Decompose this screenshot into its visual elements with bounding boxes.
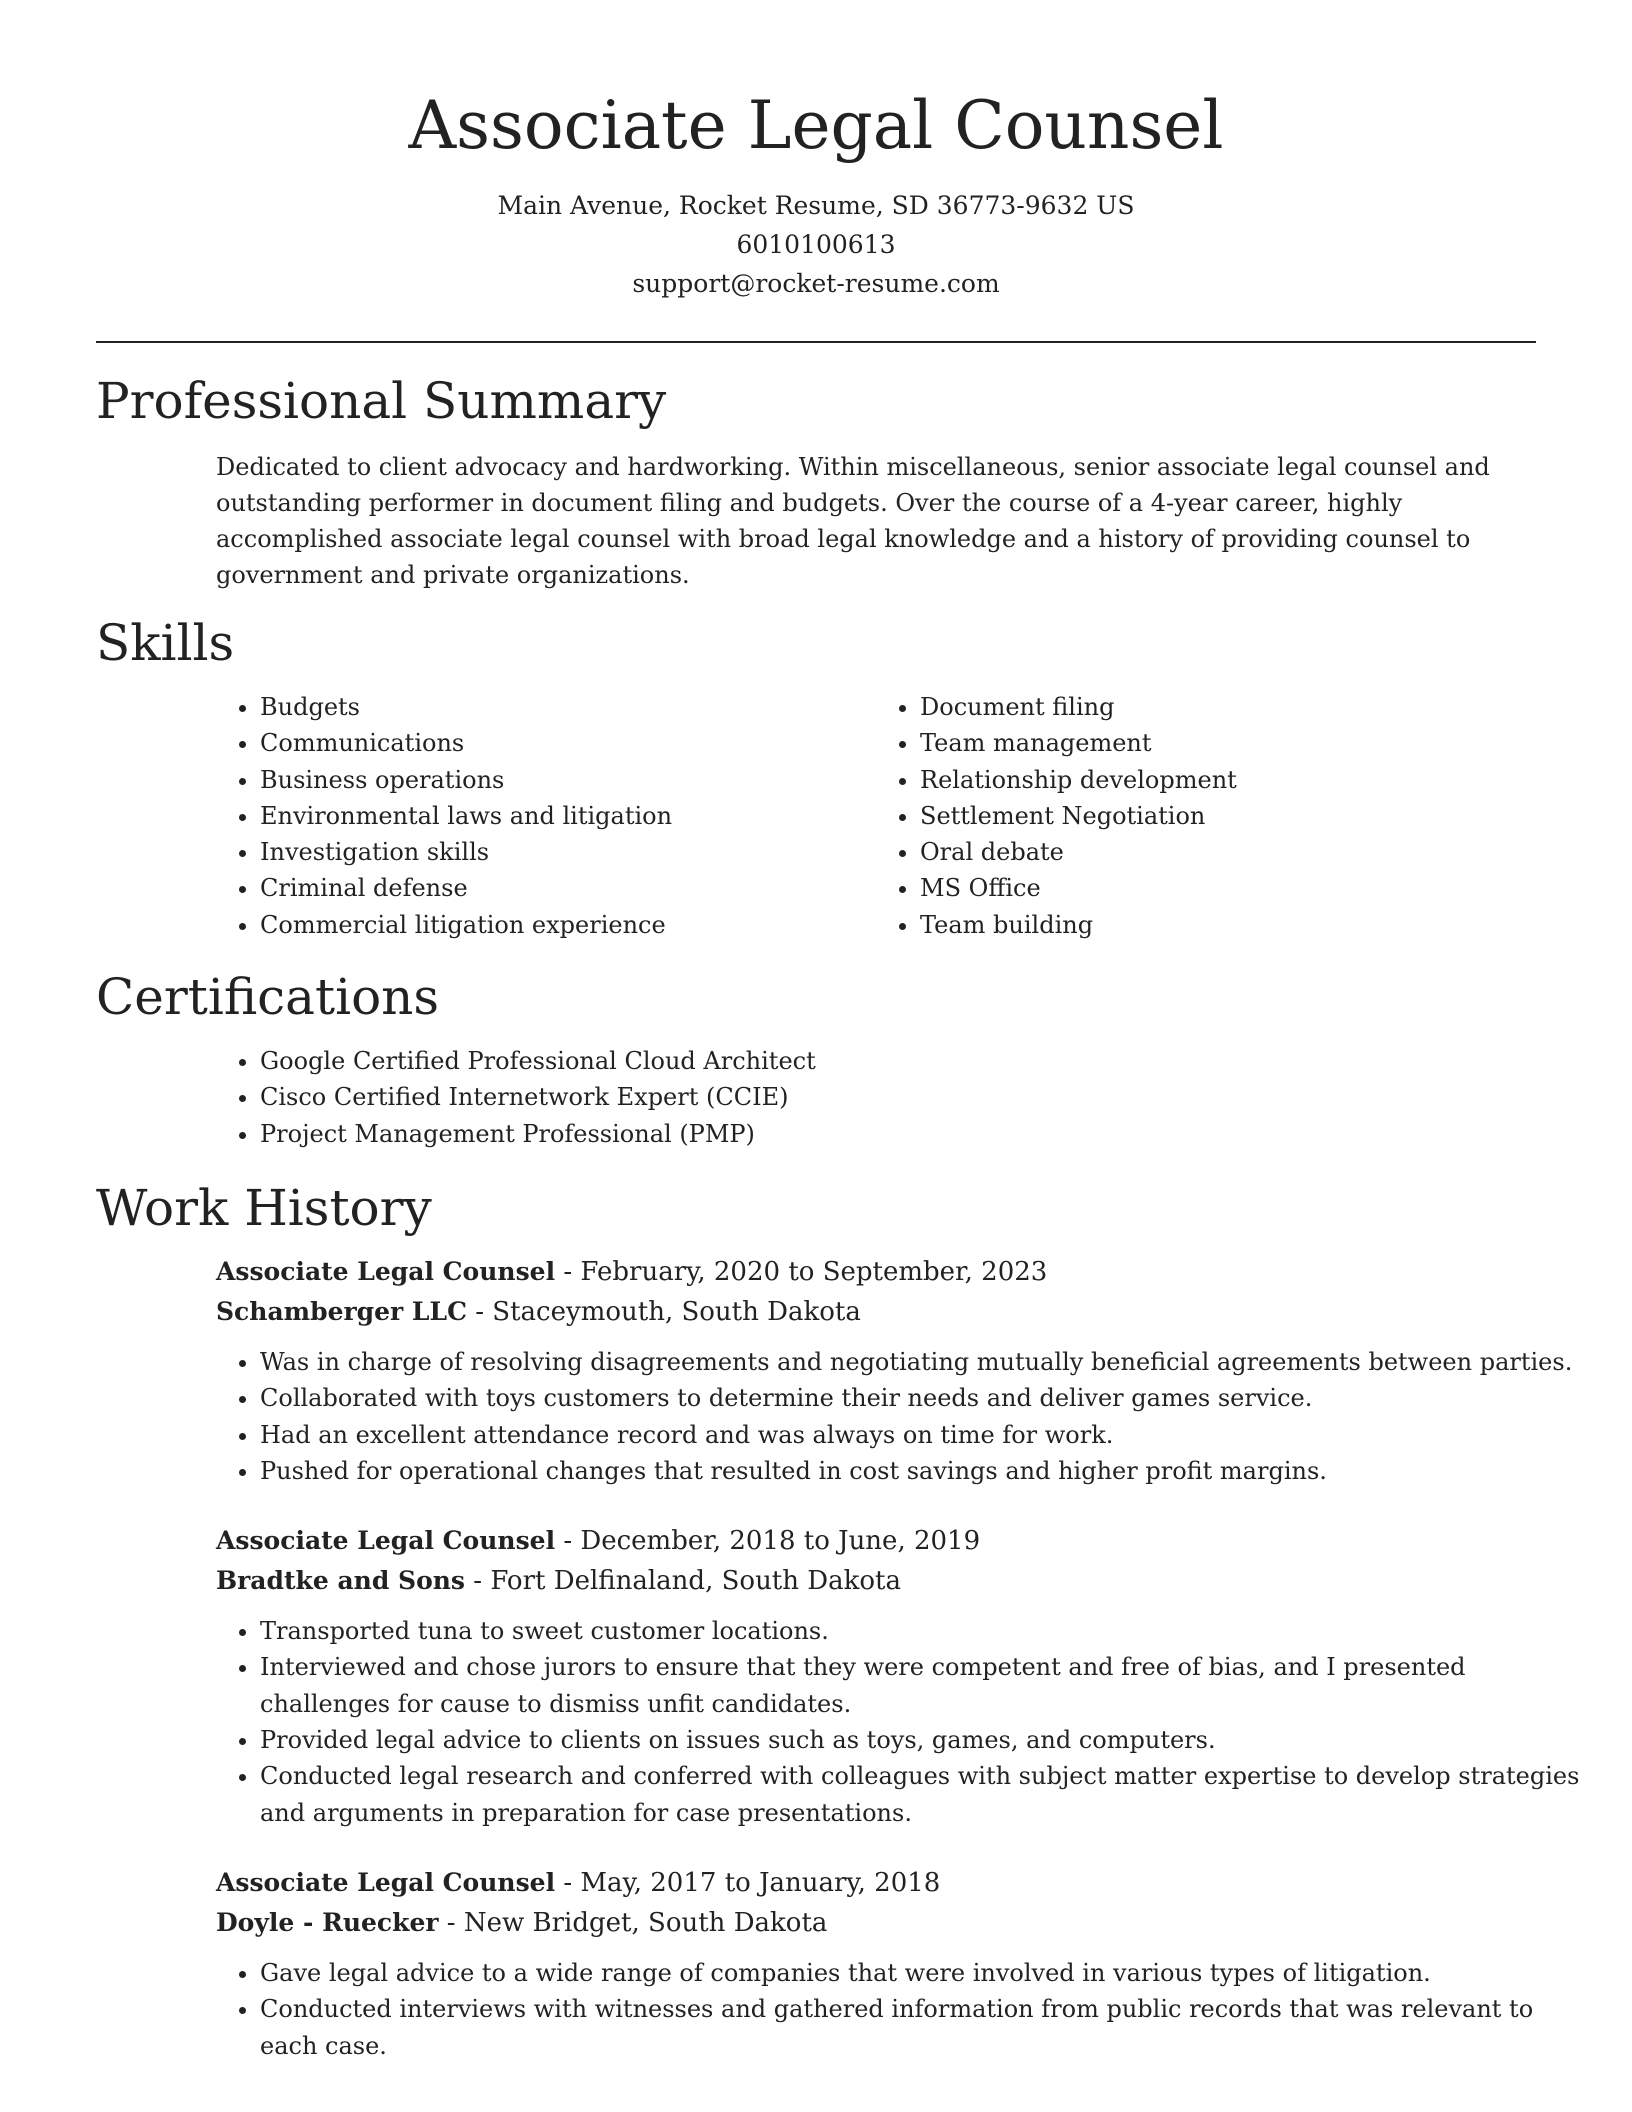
- job-title-line: [216, 1521, 1536, 1561]
- job-bullet: • Transported tuna to sweet customer locations.: [260, 1613, 1590, 1649]
- job-company-line: [216, 1561, 1536, 1601]
- address: Main Avenue, Rocket Resume, SD 36773-9632 US: [497, 191, 1135, 220]
- certifications-list: [216, 1043, 1536, 1152]
- certification-item: • Cisco Certified Internetwork Expert (CCIE): [260, 1079, 1536, 1115]
- skills-grid: [216, 689, 1536, 943]
- job-company: Bradtke and Sons: [216, 1566, 465, 1596]
- summary-text: Dedicated to client advocacy and hardworking. Within miscellaneous, senior associate legal counsel and outstanding performer in document filing and budgets. Over the course of a 4-year career, highly accomplished associate legal counsel with broad legal knowledge and a history of providing counsel to government and private organizations.: [216, 453, 1490, 589]
- skill-item: • Investigation skills: [260, 834, 876, 870]
- certifications-section: [96, 967, 1536, 1152]
- skill-item: • Communications: [260, 725, 876, 761]
- job-company-line: [216, 1292, 1536, 1332]
- job-bullet: • Pushed for operational changes that resulted in cost savings and higher profit margins.: [260, 1453, 1590, 1489]
- job-bullet: • Conducted legal research and conferred with colleagues with subject matter expertise to develop strategies and arguments in preparation for case presentations.: [260, 1758, 1590, 1831]
- job-bullet: • Had an excellent attendance record and was always on time for work.: [260, 1417, 1590, 1453]
- skill-item: • Settlement Negotiation: [920, 798, 1536, 834]
- skill-item: • Environmental laws and litigation: [260, 798, 876, 834]
- skills-list-left: [216, 689, 876, 943]
- work-history-title: Work History: [96, 1178, 432, 1237]
- job-bullet: • Gave legal advice to a wide range of companies that were involved in various types of litigation.: [260, 1955, 1590, 1991]
- job-bullet: • Was in charge of resolving disagreements and negotiating mutually beneficial agreements between parties.: [260, 1344, 1590, 1380]
- job-title: Associate Legal Counsel: [216, 1526, 556, 1556]
- job-dates: - May, 2017 to January, 2018: [555, 1867, 941, 1898]
- job-bullets: [216, 1955, 1590, 2064]
- skill-item: • Document filing: [920, 689, 1536, 725]
- job-location: - New Bridget, South Dakota: [438, 1907, 828, 1938]
- skills-title: Skills: [96, 614, 235, 672]
- contact-block: [96, 186, 1536, 303]
- skill-item: • Team management: [920, 725, 1536, 761]
- job-title: Associate Legal Counsel: [216, 1256, 556, 1286]
- skill-item: • Commercial litigation experience: [260, 907, 876, 943]
- phone: 6010100613: [736, 230, 896, 259]
- summary-section: [96, 371, 1536, 593]
- job-bullet: • Provided legal advice to clients on issues such as toys, games, and computers.: [260, 1722, 1590, 1758]
- job-dates: - February, 2020 to September, 2023: [555, 1256, 1048, 1287]
- skills-list-right: [876, 689, 1536, 943]
- skill-item: • Criminal defense: [260, 870, 876, 906]
- job-location: - Staceymouth, South Dakota: [466, 1296, 861, 1327]
- skill-item: • Budgets: [260, 689, 876, 725]
- job-bullet: • Conducted interviews with witnesses and gathered information from public records that was relevant to each case.: [260, 1991, 1590, 2064]
- job-entry: [216, 1863, 1536, 2064]
- resume-name: Associate Legal Counsel: [408, 87, 1224, 164]
- work-history-section: [96, 1178, 1580, 2064]
- job-company-line: [216, 1903, 1536, 1943]
- certifications-title: Certifications: [96, 968, 440, 1027]
- job-location: - Fort Delfinaland, South Dakota: [465, 1566, 901, 1597]
- skill-item: • Business operations: [260, 762, 876, 798]
- certification-item: • Project Management Professional (PMP): [260, 1116, 1536, 1152]
- skill-item: • Oral debate: [920, 834, 1536, 870]
- skill-item: • Team building: [920, 907, 1536, 943]
- job-bullets: [216, 1344, 1590, 1489]
- resume-header: [96, 0, 1536, 303]
- job-title-line: [216, 1863, 1536, 1903]
- job-dates: - December, 2018 to June, 2019: [555, 1526, 981, 1557]
- job-title: Associate Legal Counsel: [216, 1867, 556, 1897]
- job-entry: [216, 1252, 1573, 1489]
- job-title-line: [216, 1252, 1536, 1292]
- job-bullet: • Collaborated with toys customers to determine their needs and deliver games service.: [260, 1380, 1590, 1416]
- summary-title: Professional Summary: [96, 372, 667, 430]
- job-bullet: • Interviewed and chose jurors to ensure that they were competent and free of bias, and I presented challenges for cause to dismiss unfit candidates.: [260, 1649, 1590, 1722]
- certification-item: • Google Certified Professional Cloud Architect: [260, 1043, 1536, 1079]
- skill-item: • MS Office: [920, 870, 1536, 906]
- job-company: Schamberger LLC: [216, 1296, 467, 1326]
- job-company: Doyle - Ruecker: [216, 1907, 439, 1937]
- email[interactable]: support@rocket-resume.com: [632, 269, 1000, 298]
- job-entry: [216, 1521, 1580, 1831]
- resume-page: [96, 0, 1580, 2064]
- skills-section: [96, 613, 1536, 943]
- skill-item: • Relationship development: [920, 762, 1536, 798]
- header-divider: [96, 341, 1536, 343]
- job-bullets: [216, 1613, 1590, 1831]
